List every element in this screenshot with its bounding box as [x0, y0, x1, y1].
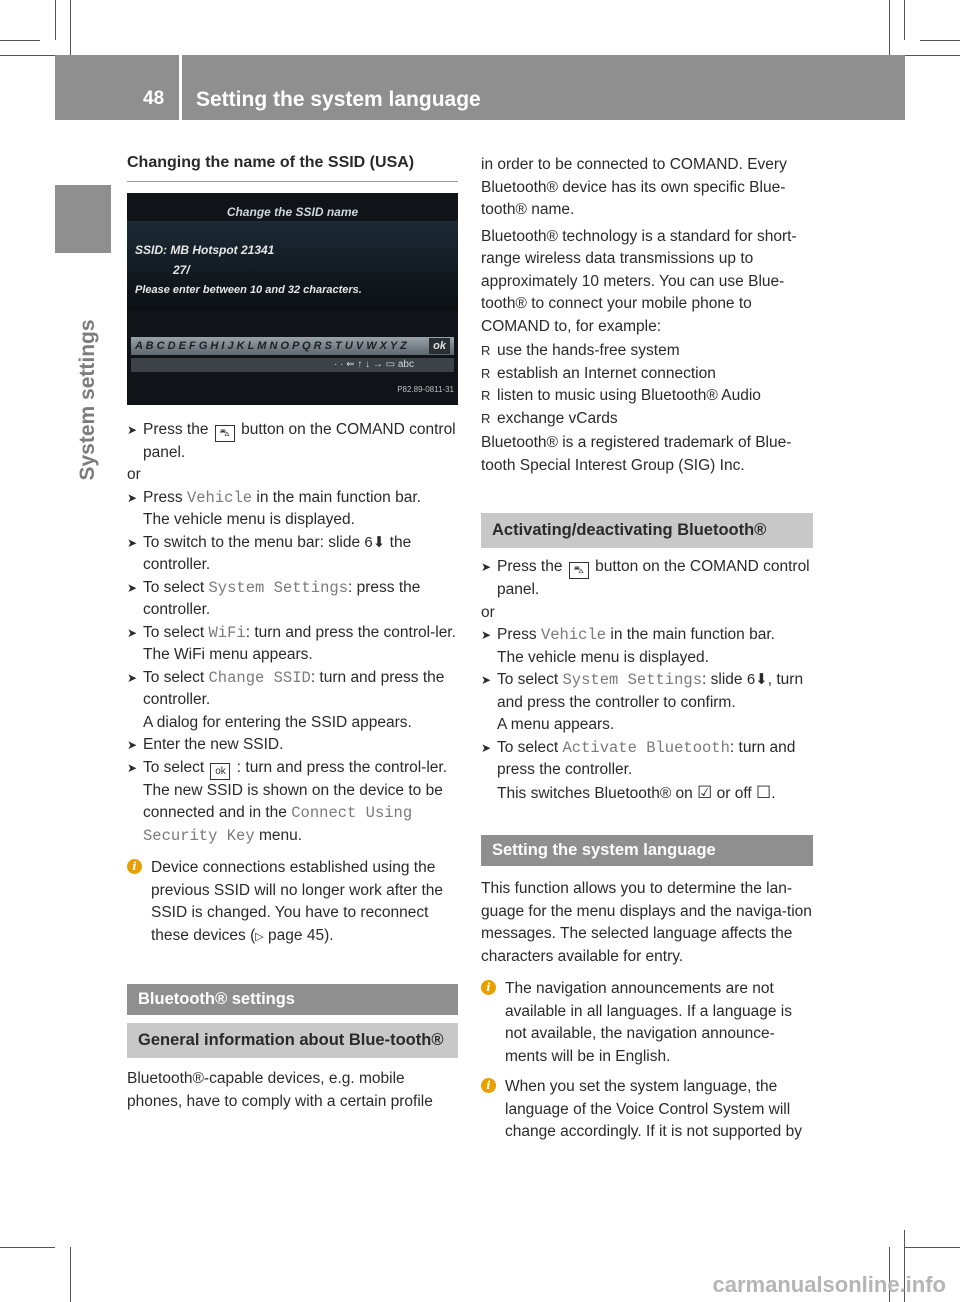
step-press-vehicle: ➤ Press Vehicle in the main function bar. The vehicle menu is displayed.	[127, 488, 421, 528]
crop-mark	[905, 1247, 960, 1248]
step-press-vehicle: ➤ Press Vehicle in the main function bar. The vehicle menu is displayed.	[481, 626, 775, 666]
crop-mark	[0, 40, 40, 41]
info-icon: i	[481, 1078, 496, 1093]
screen-ssid-line: SSID: MB Hotspot 21341	[135, 242, 275, 257]
screen-ok-key: ok	[429, 338, 450, 354]
step-select-system: ➤ To select System Settings: press the controller.	[127, 578, 421, 618]
step-arrow-icon: ➤	[127, 580, 138, 595]
or-text: or	[127, 466, 141, 483]
info-note-ssid: i Device connections established using the previous SSID will no longer work after the SSID is changed. You have to reconnect these devices (▷ page 45).	[127, 857, 458, 948]
info-note-navigation: i The navigation announcements are not available in all languages. If a language is not available, the navigation announce-ments will be in English.	[481, 978, 813, 1068]
left-column	[127, 152, 458, 1113]
page-number: 48	[143, 88, 165, 109]
crop-mark	[904, 0, 905, 40]
step-arrow-icon: ➤	[127, 670, 138, 685]
section-heading-ssid: Changing the name of the SSID (USA)	[127, 152, 458, 182]
step-select-system: ➤ To select System Settings: slide 6⬇, turn and press the controller to confirm. A menu appears.	[481, 671, 804, 733]
comand-screenshot	[127, 193, 458, 405]
language-text: This function allows you to determine the lan-guage for the menu displays and the naviga-tion messages. The selected language affects the characters available for entry.	[481, 880, 812, 965]
bt-para-1: in order to be connected to COMAND. Every Bluetooth® device has its own specific Blue-tooth® name.	[481, 156, 787, 218]
info-icon: i	[481, 980, 496, 995]
section-general-info: General information about Blue-tooth®	[127, 1023, 458, 1058]
list-item: R listen to music using Bluetooth® Audio	[481, 385, 813, 408]
screen-keyboard	[131, 337, 454, 355]
checkbox-checked-icon: ☑	[697, 782, 713, 802]
crop-mark	[0, 1247, 55, 1248]
list-item: R establish an Internet connection	[481, 363, 813, 386]
page-header	[55, 55, 905, 120]
checkbox-empty-icon: ☐	[756, 782, 772, 802]
step-arrow-icon: ➤	[127, 535, 138, 550]
step-arrow-icon: ➤	[127, 625, 138, 640]
screen-title: Change the SSID name	[226, 204, 359, 219]
header-divider	[179, 55, 182, 120]
step-arrow-icon: ➤	[481, 673, 492, 687]
list-item: R exchange vCards	[481, 408, 813, 431]
bullet-icon: R	[481, 343, 491, 358]
general-info-text: Bluetooth®-capable devices, e.g. mobile phones, have to comply with a certain profile	[127, 1070, 433, 1110]
step-arrow-icon: ➤	[127, 738, 138, 752]
sidebar-label: System settings	[76, 319, 99, 481]
step-select-activate: ➤ To select Activate Bluetooth: turn and press the controller. This switches Bluetooth® on ☑ or off ☐.	[481, 738, 796, 802]
list-item: R use the hands-free system	[481, 340, 813, 363]
step-arrow-icon: ➤	[481, 628, 492, 642]
info-note-voice: i When you set the system language, the language of the Voice Control System will change accordingly. If it is not supported by	[481, 1076, 813, 1144]
info-icon: i	[127, 859, 142, 874]
bt-trademark: Bluetooth® is a registered trademark of Blue-tooth Special Interest Group (SIG) Inc.	[481, 434, 792, 474]
step-select-change-ssid: ➤ To select Change SSID: turn and press the controller. A dialog for entering the SSID appears.	[127, 668, 445, 731]
crop-mark	[905, 55, 960, 56]
step-arrow-icon: ➤	[481, 740, 492, 755]
step-select-ok: ➤ To select ok : turn and press the control-ler. The new SSID is shown on the device to be connected and in the Connect Using Security Key menu.	[127, 758, 448, 845]
slide-down-icon: 6⬇	[746, 671, 768, 688]
bullet-icon: R	[481, 365, 491, 381]
page-title: Setting the system language	[196, 88, 481, 111]
screen-keyboard-letters: A B C D E F G H I J K L M N O P Q R S T U V W X Y Z	[135, 339, 407, 352]
bullet-icon: R	[481, 410, 491, 426]
step-arrow-icon: ➤	[481, 560, 492, 574]
sidebar-tab	[55, 185, 111, 253]
bullet-icon: R	[481, 388, 491, 403]
or-text: or	[481, 603, 495, 621]
section-bluetooth-settings: Bluetooth® settings	[127, 984, 458, 1015]
crop-mark	[70, 0, 71, 55]
crop-mark	[889, 0, 890, 55]
step-switch-menu: ➤ To switch to the menu bar: slide 6⬇ the controller.	[127, 533, 412, 573]
step-arrow-icon: ➤	[127, 422, 138, 437]
crop-mark	[70, 1247, 71, 1302]
screen-hint: Please enter between 10 and 32 characters.	[135, 283, 362, 296]
crop-mark	[55, 0, 56, 40]
screen-keyboard-row2: · · ⇐ ↑ ↓ → ▭ abc	[131, 358, 454, 372]
car-button-icon: ⛍	[569, 562, 589, 579]
step-press-button: ➤ Press the ⛍ button on the COMAND control panel.	[481, 558, 810, 598]
step-arrow-icon: ➤	[127, 490, 138, 505]
slide-down-icon: 6⬇	[364, 533, 386, 551]
section-system-language: Setting the system language	[481, 835, 813, 866]
step-arrow-icon: ➤	[127, 760, 138, 775]
crop-mark	[920, 40, 960, 41]
right-column	[481, 154, 813, 1144]
image-code: P82.89-0811-31	[397, 385, 454, 394]
step-enter-ssid: ➤ Enter the new SSID.	[127, 734, 458, 757]
step-press-button: ➤ Press the ⛍ button on the COMAND control panel.	[127, 420, 456, 461]
step-select-wifi: ➤ To select WiFi: turn and press the control-ler. The WiFi menu appears.	[127, 623, 456, 663]
screen-counter: 27/	[173, 262, 190, 277]
section-activate-bluetooth: Activating/deactivating Bluetooth®	[481, 513, 813, 548]
ok-key-icon: ok	[210, 763, 230, 780]
watermark: carmanualsonline.info	[712, 1272, 946, 1297]
crop-mark	[0, 55, 55, 56]
car-button-icon: ⛍	[215, 425, 235, 442]
bt-para-2: Bluetooth® technology is a standard for short-range wireless data transmissions up to approximately 10 meters. You can use Blue-tooth® to connect your mobile phone to COMAND to, for example:	[481, 227, 797, 335]
